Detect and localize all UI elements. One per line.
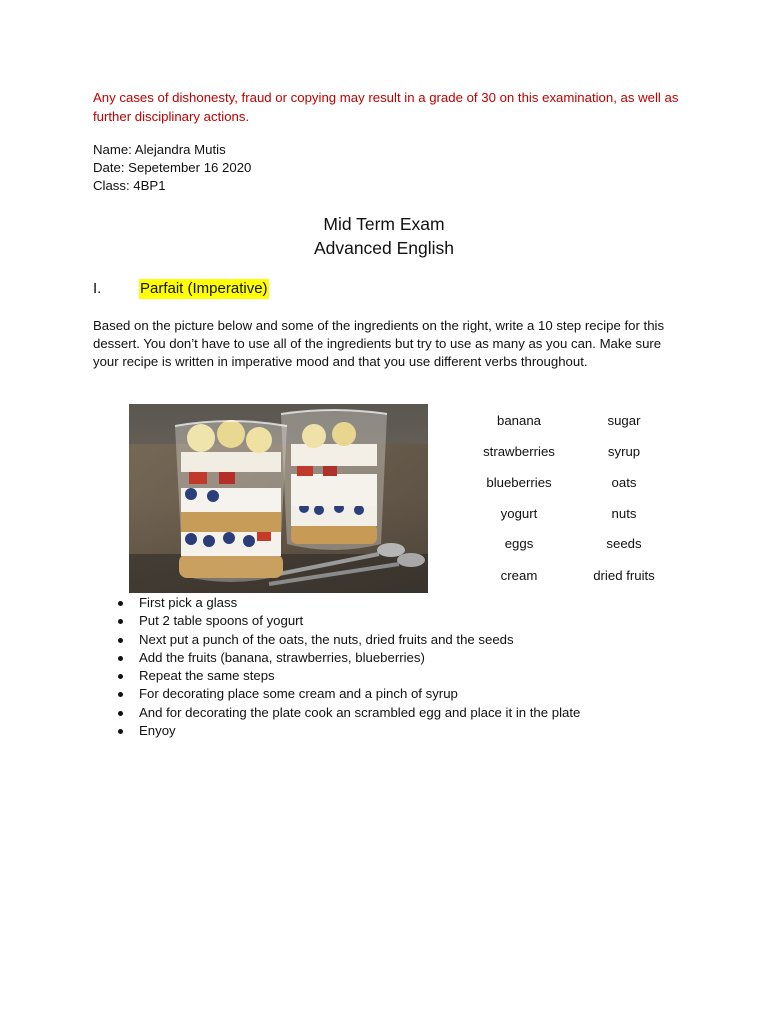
ingredient-item: banana xyxy=(496,413,541,428)
list-item xyxy=(93,631,580,649)
dishonesty-warning: Any cases of dishonesty, fraud or copying may result in a grade of 30 on this examination, as well as further disciplinary actions. xyxy=(93,90,679,124)
ingredient-item: syrup xyxy=(607,444,641,459)
ingredient-item: nuts xyxy=(611,506,637,521)
bullet-icon xyxy=(118,601,123,606)
ingredient-item: dried fruits xyxy=(593,568,655,583)
list-item xyxy=(93,594,580,612)
ingredient-item: blueberries xyxy=(486,475,552,490)
student-info xyxy=(93,141,251,195)
list-item xyxy=(93,649,580,667)
ingredient-item: oats xyxy=(611,475,637,490)
ingredient-item: sugar xyxy=(607,413,641,428)
parfait-photo xyxy=(129,404,428,593)
bullet-icon xyxy=(118,674,123,679)
section-number: I. xyxy=(93,280,102,297)
section-title: Parfait (Imperative) xyxy=(140,280,268,297)
step-text: Repeat the same steps xyxy=(139,668,275,684)
ingredient-item: cream xyxy=(500,568,538,583)
bullet-icon xyxy=(118,729,123,734)
recipe-steps xyxy=(93,594,580,740)
bullet-icon xyxy=(118,656,123,661)
list-item xyxy=(93,612,580,630)
class-code: Class: 4BP1 xyxy=(93,178,166,193)
bullet-icon xyxy=(118,638,123,643)
ingredient-item: eggs xyxy=(504,536,534,551)
ingredient-item: strawberries xyxy=(483,444,555,459)
step-text: For decorating place some cream and a pinch of syrup xyxy=(139,686,458,702)
instructions: Based on the picture below and some of the ingredients on the right, write a 10 step recipe for this dessert. You don’t have to use all of the ingredients but try to use as many as you can. Make sure your recipe is written in imperative mood and that you use different verbs throughout. xyxy=(93,318,665,369)
bullet-icon xyxy=(118,619,123,624)
list-item xyxy=(93,685,580,703)
step-text: Enyoy xyxy=(139,723,176,739)
bullet-icon xyxy=(118,711,123,716)
exam-title: Mid Term Exam xyxy=(323,214,445,234)
bullet-icon xyxy=(118,692,123,697)
step-text: First pick a glass xyxy=(139,595,238,610)
step-text: Next put a punch of the oats, the nuts, dried fruits and the seeds xyxy=(139,631,514,647)
ingredient-item: yogurt xyxy=(500,506,538,521)
step-text: And for decorating the plate cook an scrambled egg and place it in the plate xyxy=(139,704,581,720)
exam-subtitle: Advanced English xyxy=(313,238,455,258)
step-text: Add the fruits (banana, strawberries, blueberries) xyxy=(139,649,425,665)
step-text: Put 2 table spoons of yogurt xyxy=(139,613,304,629)
student-name: Name: Alejandra Mutis xyxy=(93,142,226,157)
ingredient-item: seeds xyxy=(606,536,642,551)
list-item xyxy=(93,722,580,740)
exam-date: Date: Sepetember 16 2020 xyxy=(93,160,252,175)
list-item xyxy=(93,704,580,722)
list-item xyxy=(93,667,580,685)
